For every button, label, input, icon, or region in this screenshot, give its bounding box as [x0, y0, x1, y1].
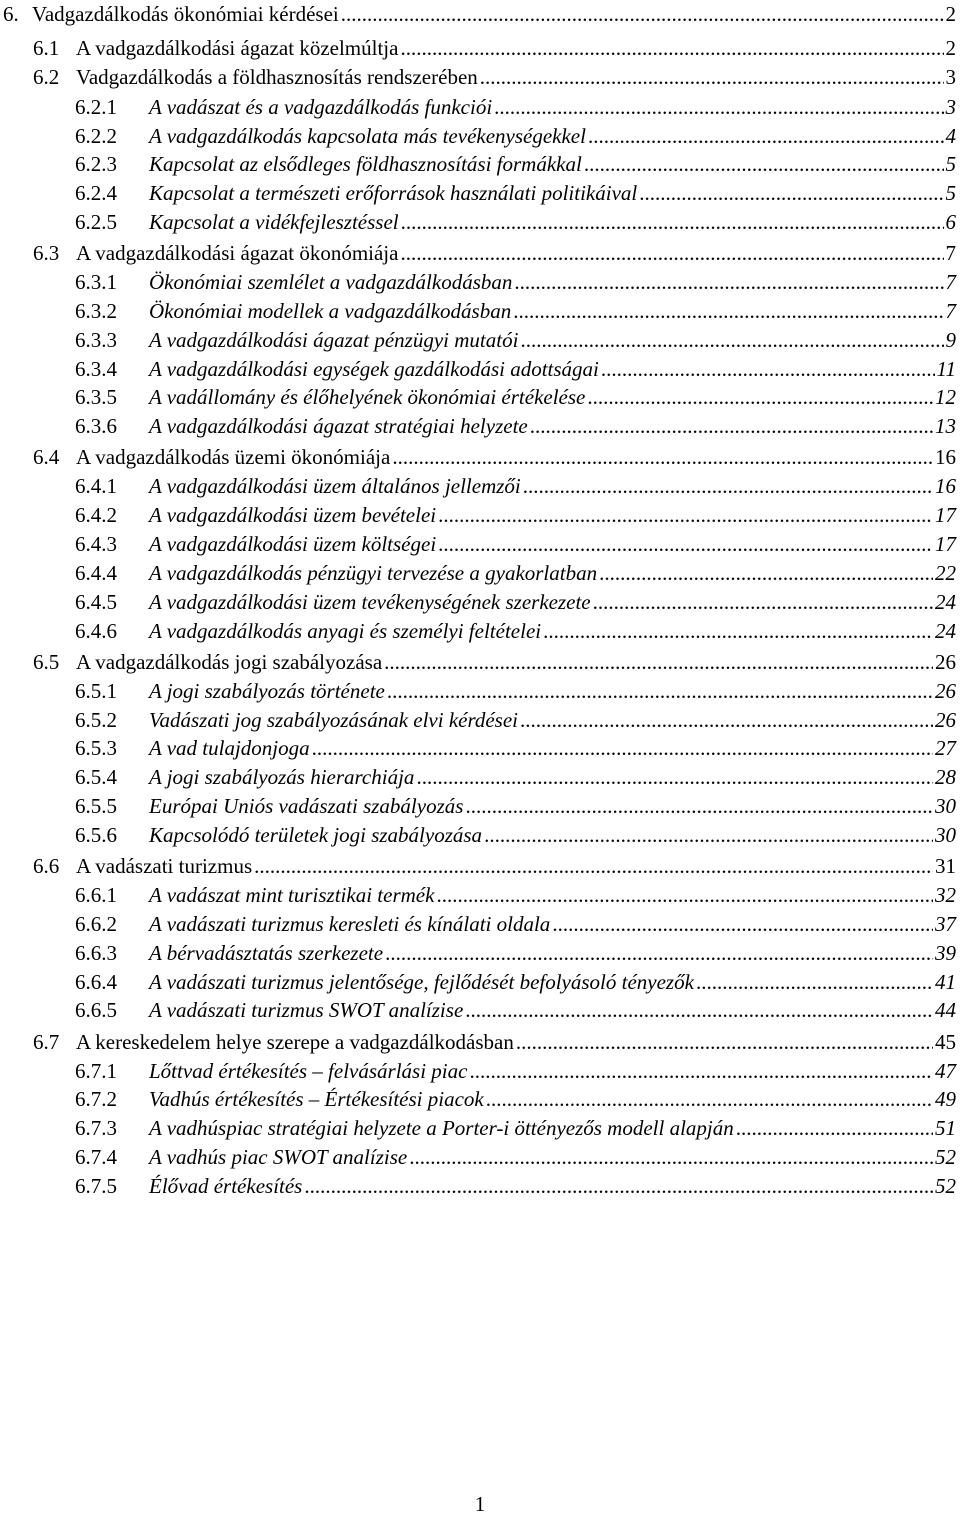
toc-dot-leader — [384, 648, 933, 676]
toc-entry[interactable] — [75, 559, 956, 587]
toc-entry[interactable] — [75, 93, 956, 121]
toc-entry-page: 11 — [936, 357, 956, 381]
toc-entry-number: 6.3.1 — [75, 270, 117, 294]
toc-entry-number: 6.6.4 — [75, 970, 117, 994]
toc-entry-title: A vadgazdálkodási üzem általános jellemzői — [149, 474, 521, 498]
toc-dot-leader — [304, 1172, 933, 1200]
toc-dot-leader — [520, 326, 943, 354]
toc-entry-title: Kapcsolat a természeti erőforrások használati politikáival — [149, 181, 638, 205]
toc-entry-title: A vadgazdálkodási ágazat ökonómiája — [76, 241, 399, 265]
toc-entry-number: 6.1 — [33, 36, 60, 60]
toc-entry[interactable] — [33, 1028, 956, 1056]
toc-entry-page: 52 — [935, 1145, 956, 1169]
toc-entry-title: A vadgazdálkodási ágazat közelmúltja — [76, 36, 399, 60]
toc-entry[interactable] — [33, 648, 956, 676]
toc-entry-title: A vadgazdálkodási üzem bevételei — [149, 503, 437, 527]
toc-dot-leader — [436, 881, 933, 909]
toc-entry-title: A vadászati turizmus SWOT analízise — [149, 998, 464, 1022]
toc-entry-number: 6.4 — [33, 445, 60, 469]
toc-entry[interactable] — [75, 472, 956, 500]
toc-dot-leader — [484, 821, 933, 849]
toc-entry-page: 7 — [945, 299, 956, 323]
toc-entry-number: 6.5.1 — [75, 679, 117, 703]
toc-entry[interactable] — [33, 34, 956, 62]
toc-entry-number: 6.2.2 — [75, 124, 117, 148]
toc-entry[interactable] — [75, 383, 956, 411]
toc-entry-number: 6.3.6 — [75, 414, 117, 438]
toc-entry[interactable] — [75, 763, 956, 791]
toc-entry-page: 32 — [935, 883, 956, 907]
toc-entry-title: A vadászat és a vadgazdálkodás funkciói — [149, 95, 493, 119]
toc-entry-title: A vadgazdálkodási egységek gazdálkodási adottságai — [149, 357, 599, 381]
toc-entry-title: A vadhús piac SWOT analízise — [149, 1145, 408, 1169]
toc-entry-number: 6.3.3 — [75, 328, 117, 352]
toc-entry-number: 6.5.4 — [75, 765, 117, 789]
toc-entry-page: 27 — [935, 736, 956, 760]
toc-entry[interactable] — [75, 179, 956, 207]
toc-entry[interactable] — [75, 501, 956, 529]
toc-entry-number: 6.4.1 — [75, 474, 117, 498]
toc-entry-title: A vadgazdálkodás anyagi és személyi feltételei — [149, 619, 542, 643]
toc-dot-leader — [587, 383, 933, 411]
toc-entry-page: 7 — [945, 270, 956, 294]
toc-entry[interactable] — [75, 1057, 956, 1085]
toc-entry-title: A vadászati turizmus — [76, 854, 253, 878]
toc-entry-title: A vadgazdálkodási üzem költségei — [149, 532, 437, 556]
toc-entry-page: 16 — [935, 474, 956, 498]
toc-entry-page: 22 — [935, 561, 956, 585]
toc-entry[interactable] — [75, 530, 956, 558]
toc-entry-page: 47 — [935, 1059, 956, 1083]
toc-entry[interactable] — [75, 1172, 956, 1200]
toc-entry-title: A vadászati turizmus jelentősége, fejlődését befolyásoló tényezők — [149, 970, 694, 994]
toc-entry-title: Vadhús értékesítés – Értékesítési piacok — [149, 1087, 484, 1111]
toc-entry-page: 28 — [935, 765, 956, 789]
toc-entry[interactable] — [75, 150, 956, 178]
toc-dot-leader — [438, 501, 933, 529]
toc-entry-number: 6.2.3 — [75, 152, 117, 176]
toc-entry[interactable] — [3, 0, 956, 28]
toc-entry-number: 6.4.4 — [75, 561, 117, 585]
toc-entry-number: 6.4.6 — [75, 619, 117, 643]
toc-entry-number: 6.6.5 — [75, 998, 117, 1022]
toc-dot-leader — [523, 472, 933, 500]
toc-entry-title: A vadgazdálkodási üzem tevékenységének szerkezete — [149, 590, 591, 614]
toc-dot-leader — [392, 443, 933, 471]
toc-entry-title: A bérvadásztatás szerkezete — [149, 941, 384, 965]
toc-entry-page: 3 — [945, 65, 956, 89]
toc-entry-number: 6.5.5 — [75, 794, 117, 818]
toc-entry-page: 26 — [935, 708, 956, 732]
toc-dot-leader — [552, 910, 933, 938]
toc-entry[interactable] — [33, 443, 956, 471]
toc-entry-title: Vadgazdálkodás ökonómiai kérdései — [32, 2, 339, 26]
toc-entry-title: A vadgazdálkodás pénzügyi tervezése a gyakorlatban — [149, 561, 598, 585]
toc-entry[interactable] — [33, 239, 956, 267]
toc-entry[interactable] — [75, 326, 956, 354]
toc-entry[interactable] — [33, 852, 956, 880]
toc-entry-title: Kapcsolat a vidékfejlesztéssel — [149, 210, 399, 234]
toc-entry-page: 41 — [935, 970, 956, 994]
toc-dot-leader — [584, 150, 944, 178]
toc-entry[interactable] — [75, 910, 956, 938]
toc-entry[interactable] — [75, 677, 956, 705]
toc-entry-title: A vadászati turizmus keresleti és kínálati oldala — [149, 912, 551, 936]
toc-entry[interactable] — [75, 1114, 956, 1142]
toc-dot-leader — [601, 355, 935, 383]
toc-dot-leader — [486, 1085, 933, 1113]
toc-entry[interactable] — [75, 939, 956, 967]
toc-entry-title: A vadgazdálkodási ágazat pénzügyi mutatói — [149, 328, 519, 352]
toc-entry-page: 51 — [935, 1116, 956, 1140]
toc-entry-number: 6. — [3, 2, 19, 26]
toc-entry-number: 6.2.1 — [75, 95, 117, 119]
toc-entry-page: 2 — [945, 36, 956, 60]
toc-entry-page: 37 — [935, 912, 956, 936]
toc-entry-number: 6.6.2 — [75, 912, 117, 936]
toc-entry-page: 17 — [935, 503, 956, 527]
toc-dot-leader — [416, 763, 933, 791]
toc-entry-title: Lőttvad értékesítés – felvásárlási piac — [149, 1059, 468, 1083]
toc-entry-title: A vadgazdálkodás üzemi ökonómiája — [76, 445, 391, 469]
toc-entry[interactable] — [75, 996, 956, 1024]
toc-entry[interactable] — [75, 1143, 956, 1171]
toc-entry-title: A vadászat mint turisztikai termék — [149, 883, 435, 907]
toc-dot-leader — [494, 93, 943, 121]
toc-entry-page: 31 — [935, 854, 956, 878]
toc-entry-title: Vadgazdálkodás a földhasznosítás rendszerében — [76, 65, 478, 89]
toc-dot-leader — [409, 1143, 933, 1171]
toc-entry-number: 6.2.4 — [75, 181, 117, 205]
toc-entry-page: 13 — [935, 414, 956, 438]
toc-dot-leader — [696, 968, 933, 996]
toc-entry-page: 5 — [945, 152, 956, 176]
toc-entry-title: A vadgazdálkodás jogi szabályozása — [76, 650, 383, 674]
toc-dot-leader — [520, 706, 933, 734]
toc-dot-leader — [530, 412, 933, 440]
toc-entry-title: A vadgazdálkodás kapcsolata más tevékenységekkel — [149, 124, 586, 148]
toc-dot-leader — [254, 852, 933, 880]
toc-entry-title: A vadhúspiac stratégiai helyzete a Porter-i öttényezős modell alapján — [149, 1116, 734, 1140]
toc-entry-page: 4 — [945, 124, 956, 148]
toc-entry[interactable] — [75, 706, 956, 734]
toc-entry-number: 6.7 — [33, 1030, 60, 1054]
toc-entry[interactable] — [75, 617, 956, 645]
toc-dot-leader — [736, 1114, 933, 1142]
toc-entry-title: Európai Uniós vadászati szabályozás — [149, 794, 464, 818]
toc-entry-title: Vadászati jog szabályozásának elvi kérdései — [149, 708, 519, 732]
toc-entry-number: 6.3.2 — [75, 299, 117, 323]
toc-entry-number: 6.7.2 — [75, 1087, 117, 1111]
toc-dot-leader — [341, 0, 944, 28]
toc-entry[interactable] — [75, 1085, 956, 1113]
toc-entry-page: 12 — [935, 385, 956, 409]
toc-entry[interactable] — [75, 792, 956, 820]
toc-entry-title: A jogi szabályozás hierarchiája — [149, 765, 415, 789]
toc-entry-number: 6.2 — [33, 65, 60, 89]
toc-entry-number: 6.4.5 — [75, 590, 117, 614]
toc-entry-number: 6.7.1 — [75, 1059, 117, 1083]
toc-entry-page: 16 — [935, 445, 956, 469]
toc-entry[interactable] — [75, 881, 956, 909]
toc-entry-page: 17 — [935, 532, 956, 556]
toc-dot-leader — [593, 588, 933, 616]
toc-dot-leader — [543, 617, 933, 645]
toc-entry-number: 6.7.3 — [75, 1116, 117, 1140]
toc-dot-leader — [639, 179, 943, 207]
toc-entry[interactable] — [75, 734, 956, 762]
toc-dot-leader — [516, 1028, 933, 1056]
toc-dot-leader — [480, 63, 944, 91]
toc-entry-number: 6.6 — [33, 854, 60, 878]
toc-entry-page: 45 — [935, 1030, 956, 1054]
toc-entry-number: 6.5.3 — [75, 736, 117, 760]
toc-dot-leader — [387, 677, 933, 705]
toc-entry-title: Kapcsolódó területek jogi szabályozása — [149, 823, 483, 847]
toc-entry-page: 24 — [935, 619, 956, 643]
toc-dot-leader — [588, 122, 944, 150]
toc-entry-page: 3 — [945, 95, 956, 119]
toc-entry-title: A kereskedelem helye szerepe a vadgazdálkodásban — [76, 1030, 514, 1054]
toc-entry[interactable] — [75, 355, 956, 383]
toc-entry-page: 5 — [945, 181, 956, 205]
toc-entry-number: 6.7.5 — [75, 1174, 117, 1198]
toc-entry-number: 6.5.2 — [75, 708, 117, 732]
toc-entry-page: 30 — [935, 823, 956, 847]
toc-entry-number: 6.3.4 — [75, 357, 117, 381]
toc-entry-page: 26 — [935, 650, 956, 674]
toc-entry-number: 6.5.6 — [75, 823, 117, 847]
toc-entry-number: 6.6.3 — [75, 941, 117, 965]
toc-entry[interactable] — [75, 122, 956, 150]
toc-entry-number: 6.2.5 — [75, 210, 117, 234]
toc-dot-leader — [465, 792, 933, 820]
toc-entry-number: 6.4.2 — [75, 503, 117, 527]
toc-entry-page: 26 — [935, 679, 956, 703]
toc-entry-page: 52 — [935, 1174, 956, 1198]
toc-entry-page: 44 — [935, 998, 956, 1022]
toc-entry-number: 6.3 — [33, 241, 60, 265]
toc-entry-page: 30 — [935, 794, 956, 818]
toc-entry-title: Élővad értékesítés — [149, 1174, 303, 1198]
toc-dot-leader — [312, 734, 933, 762]
toc-entry-number: 6.5 — [33, 650, 60, 674]
toc-entry-number: 6.7.4 — [75, 1145, 117, 1169]
toc-entry-number: 6.3.5 — [75, 385, 117, 409]
toc-entry-title: A vad tulajdonjoga — [149, 736, 310, 760]
toc-entry-number: 6.6.1 — [75, 883, 117, 907]
toc-entry-page: 9 — [945, 328, 956, 352]
toc-entry[interactable] — [75, 821, 956, 849]
toc-entry-title: A jogi szabályozás története — [149, 679, 385, 703]
toc-dot-leader — [513, 297, 943, 325]
toc-entry[interactable] — [75, 968, 956, 996]
toc-entry[interactable] — [75, 208, 956, 236]
toc-dot-leader — [385, 939, 933, 967]
toc-dot-leader — [438, 530, 933, 558]
toc-dot-leader — [400, 34, 943, 62]
toc-entry-title: Ökonómiai szemlélet a vadgazdálkodásban — [149, 270, 513, 294]
toc-entry-page: 24 — [935, 590, 956, 614]
toc-entry-page: 39 — [935, 941, 956, 965]
toc-entry-page: 7 — [945, 241, 956, 265]
toc-dot-leader — [401, 208, 944, 236]
toc-entry-title: A vadgazdálkodási ágazat stratégiai helyzete — [149, 414, 528, 438]
toc-entry-title: A vadállomány és élőhelyének ökonómiai értékelése — [149, 385, 586, 409]
toc-entry-page: 49 — [935, 1087, 956, 1111]
toc-entry[interactable] — [75, 297, 956, 325]
toc-dot-leader — [400, 239, 943, 267]
page-number: 1 — [474, 1492, 486, 1516]
toc-dot-leader — [465, 996, 933, 1024]
toc-dot-leader — [514, 268, 943, 296]
toc-entry-page: 6 — [945, 210, 956, 234]
toc-entry-title: Ökonómiai modellek a vadgazdálkodásban — [149, 299, 512, 323]
toc-entry[interactable] — [33, 63, 956, 91]
toc-entry[interactable] — [75, 588, 956, 616]
toc-entry-page: 2 — [945, 2, 956, 26]
toc-entry-title: Kapcsolat az elsődleges földhasznosítási formákkal — [149, 152, 582, 176]
toc-entry[interactable] — [75, 412, 956, 440]
toc-entry-number: 6.4.3 — [75, 532, 117, 556]
toc-entry[interactable] — [75, 268, 956, 296]
toc-dot-leader — [599, 559, 933, 587]
toc-dot-leader — [469, 1057, 933, 1085]
